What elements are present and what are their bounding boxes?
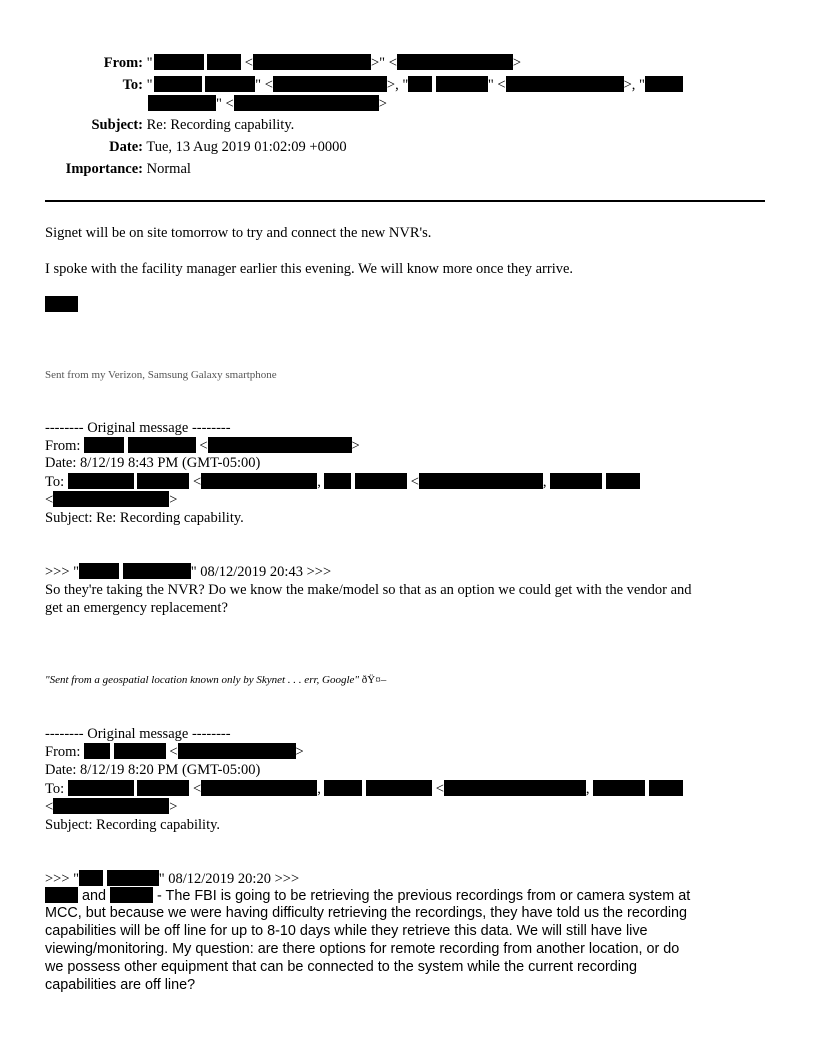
importance-label: Importance:: [65, 161, 143, 177]
punct: >: [512, 55, 522, 71]
subject-value: Re: Recording capability.: [146, 117, 295, 133]
redaction: [148, 95, 216, 111]
date-label: Date:: [109, 139, 143, 155]
quote-date: " 08/12/2019 20:20 >>>: [158, 871, 300, 887]
punct: ,: [585, 781, 590, 797]
redaction: [550, 473, 602, 489]
redaction: [154, 54, 204, 70]
punct: " <: [216, 96, 234, 112]
punct: >: [351, 438, 360, 454]
orig2-subject: Subject: Recording capability.: [45, 817, 221, 833]
orig1-text-2: get an emergency replacement?: [45, 600, 228, 616]
redaction: [205, 76, 255, 92]
redaction: [419, 473, 543, 489]
orig1-from-label: From:: [45, 438, 81, 454]
header-from-row: [0, 54, 521, 72]
quote-prefix: >>> ": [45, 871, 80, 887]
header-divider: [45, 200, 765, 202]
skynet-signature: "Sent from a geospatial location known only by Skynet . . . err, Google": [45, 674, 360, 686]
header-to-row-cont: [148, 95, 387, 113]
orig1-subject: Subject: Re: Recording capability.: [45, 510, 244, 526]
quote-date: " 08/12/2019 20:43 >>>: [190, 564, 332, 580]
redaction: [79, 563, 119, 579]
orig2-text-2: MCC, but because we were having difficulty retrieving the recordings, they have told us the recording: [45, 905, 688, 921]
quote-prefix: >>> ": [45, 564, 80, 580]
redaction: [84, 437, 124, 453]
redaction: [84, 743, 110, 759]
redaction: [68, 473, 134, 489]
body-line-2: I spoke with the facility manager earlier this evening. We will know more once they arrive.: [45, 261, 574, 277]
redaction: [110, 887, 153, 903]
and-word: and: [82, 888, 107, 904]
redaction: [208, 437, 352, 453]
redaction: [506, 76, 624, 92]
punct: <: [193, 474, 202, 490]
punct: >: [169, 492, 178, 508]
orig2-text-1: [45, 887, 690, 905]
punct: >, ": [386, 77, 409, 93]
orig2-text-5: we possess other equipment that can be connected to the system while the current recording: [45, 959, 637, 975]
punct: >: [295, 744, 304, 760]
redaction: [114, 743, 166, 759]
redaction: [53, 491, 169, 507]
punct: >, ": [623, 77, 645, 93]
orig2-quote-header: [45, 870, 299, 888]
punct: <: [169, 744, 178, 760]
date-value: Tue, 13 Aug 2019 01:02:09 +0000: [146, 139, 347, 155]
orig2-text-3: capabilities will be off line for up to 8-10 days while they retrieve this data. We will still have live: [45, 923, 648, 939]
header-to-row: [0, 76, 683, 94]
orig1-to-cont: [45, 491, 177, 509]
punct: ": [146, 77, 153, 93]
orig2-date: Date: 8/12/19 8:20 PM (GMT-05:00): [45, 762, 261, 778]
orig1-from-row: [45, 437, 360, 455]
punct: ,: [317, 781, 321, 797]
to-label: To:: [122, 77, 143, 93]
redaction: [606, 473, 640, 489]
orig1-signature: [45, 674, 386, 686]
redaction: [649, 780, 683, 796]
orig1-to-label: To:: [45, 474, 65, 490]
redaction: [79, 870, 103, 886]
punct: <: [45, 799, 54, 815]
punct: ,: [317, 474, 321, 490]
orig2-to-row: [45, 780, 683, 798]
orig1-title: -------- Original message --------: [45, 420, 231, 436]
redaction: [154, 76, 202, 92]
punct: <: [244, 55, 253, 71]
punct: <: [199, 438, 208, 454]
orig2-to-cont: [45, 798, 177, 816]
sent-from-signature: Sent from my Verizon, Samsung Galaxy smartphone: [45, 369, 277, 381]
orig1-text-1: So they're taking the NVR? Do we know the make/model so that as an option we could get with the vendor and: [45, 582, 692, 598]
redaction: [397, 54, 513, 70]
redaction: [593, 780, 645, 796]
redaction: [444, 780, 586, 796]
garbled-emoji: ðŸ¤–: [361, 674, 387, 686]
orig2-text-4: viewing/monitoring. My question: are there options for remote recording from another location, or do: [45, 941, 680, 957]
redaction: [324, 780, 362, 796]
punct: ": [146, 55, 153, 71]
redaction: [178, 743, 296, 759]
orig1-to-row: [45, 473, 640, 491]
redaction: [234, 95, 379, 111]
orig2-text-6: capabilities are off line?: [45, 977, 196, 993]
punct: ,: [542, 474, 547, 490]
orig1-date: Date: 8/12/19 8:43 PM (GMT-05:00): [45, 455, 261, 471]
redaction: [123, 563, 191, 579]
redaction: [645, 76, 683, 92]
redaction: [201, 780, 317, 796]
redaction: [366, 780, 432, 796]
punct: " <: [487, 77, 506, 93]
importance-value: Normal: [146, 161, 191, 177]
punct: >: [378, 96, 387, 112]
redaction: [207, 54, 241, 70]
punct: <: [435, 781, 444, 797]
redaction: [45, 887, 78, 903]
redaction: [436, 76, 488, 92]
orig2-to-label: To:: [45, 781, 65, 797]
header-subject-row: [0, 117, 294, 134]
redaction: [137, 780, 189, 796]
from-label: From:: [103, 55, 143, 71]
punct: >" <: [370, 55, 397, 71]
punct: >: [169, 799, 178, 815]
redaction: [324, 473, 351, 489]
redaction: [253, 54, 371, 70]
body-line-1: Signet will be on site tomorrow to try and connect the new NVR's.: [45, 225, 432, 241]
redaction: [107, 870, 159, 886]
header-importance-row: [0, 161, 191, 178]
punct: <: [193, 781, 202, 797]
redaction: [68, 780, 134, 796]
redaction: [355, 473, 407, 489]
redaction: [273, 76, 387, 92]
redaction: [201, 473, 317, 489]
redaction: [137, 473, 189, 489]
orig1-quote-header: [45, 563, 331, 581]
punct: " <: [255, 77, 273, 93]
orig2-text-1-tail: - The FBI is going to be retrieving the previous recordings from or camera system at: [153, 888, 691, 904]
orig2-title: -------- Original message --------: [45, 726, 231, 742]
redaction: [408, 76, 432, 92]
signature-redaction: [45, 296, 78, 312]
redaction: [53, 798, 169, 814]
subject-label: Subject:: [91, 117, 143, 133]
header-date-row: [0, 139, 347, 156]
orig2-from-label: From:: [45, 744, 81, 760]
orig2-from-row: [45, 743, 304, 761]
punct: <: [410, 474, 419, 490]
redaction: [128, 437, 196, 453]
punct: <: [45, 492, 54, 508]
